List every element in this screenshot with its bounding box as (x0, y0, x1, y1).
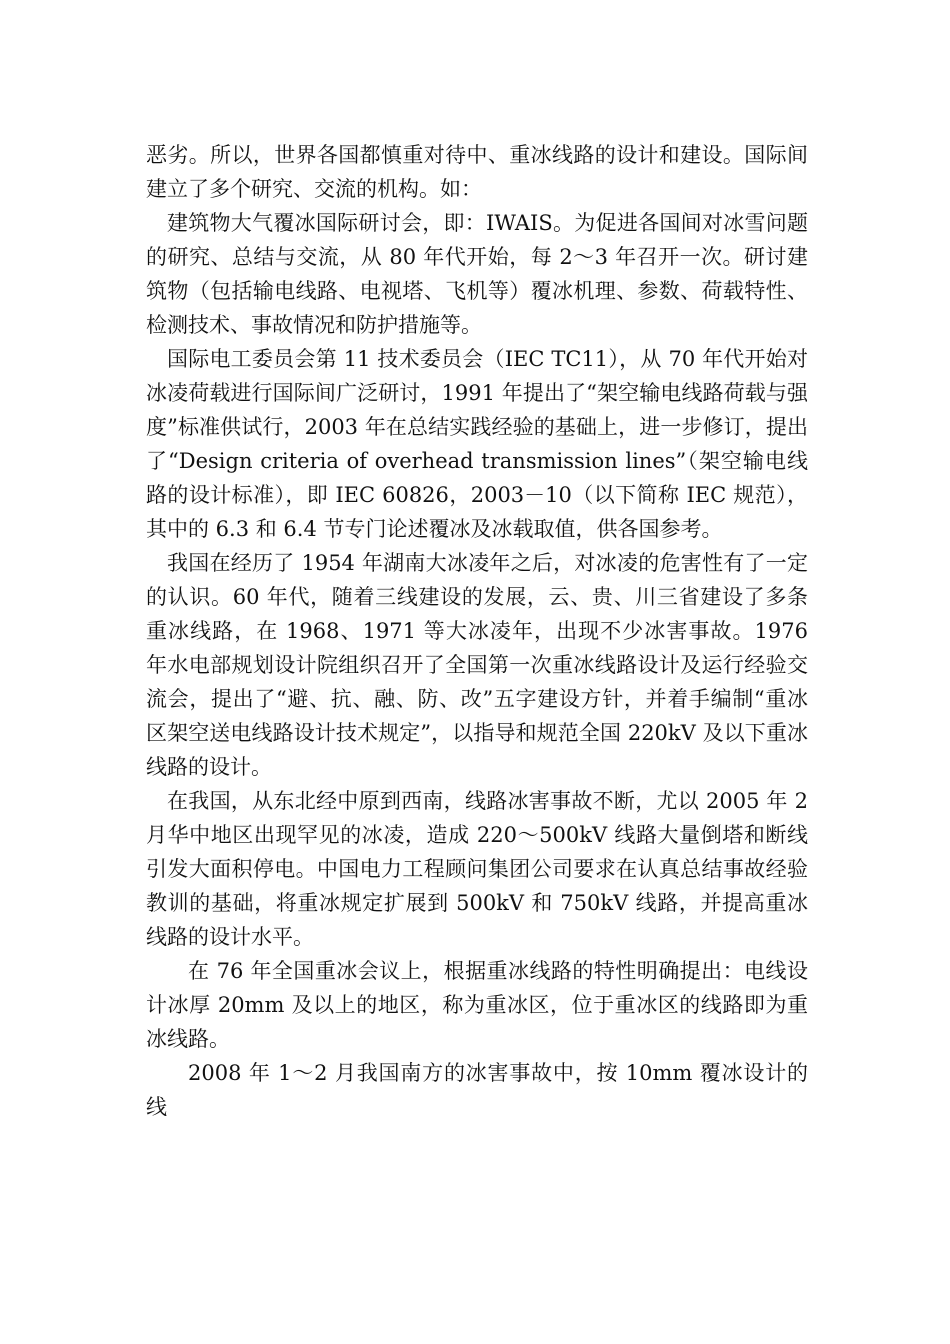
paragraph-continuation: 恶劣。所以，世界各国都慎重对待中、重冰线路的设计和建设。国际间建立了多个研究、交流的机构。如： (146, 143, 808, 201)
paragraph-heavy-ice-definition: 在 76 年全国重冰会议上，根据重冰线路的特性明确提出：电线设计冰厚 20mm 及以上的地区，称为重冰区，位于重冰区的线路即为重冰线路。 (146, 959, 808, 1051)
paragraph-2008-accident: 2008 年 1～2 月我国南方的冰害事故中，按 10mm 覆冰设计的线 (146, 1061, 808, 1119)
document-body (146, 138, 808, 1124)
paragraph-iec-tc11: 国际电工委员会第 11 技术委员会（IEC TC11），从 70 年代开始对冰凌荷载进行国际间广泛研讨，1991 年提出了“架空输电线路荷载与强度”标准供试行，2003 年在总结实践经验的基础上，进一步修订，提出了“Design criteria of overhead transmission lines”（架空输电线路的设计标准），即 IEC 60826，2003－10（以下简称 IEC 规范），其中的 6.3 和 6.4 节专门论述覆冰及冰载取值，供各国参考。 (146, 347, 808, 541)
paragraph-china-history: 我国在经历了 1954 年湖南大冰凌年之后，对冰凌的危害性有了一定的认识。60 年代，随着三线建设的发展，云、贵、川三省建设了多条重冰线路，在 1968、1971 等大冰凌年，出现不少冰害事故。1976 年水电部规划设计院组织召开了全国第一次重冰线路设计及运行经验交流会，提出了“避、抗、融、防、改”五字建设方针，并着手编制“重冰区架空送电线路设计技术规定”，以指导和规范全国 220kV 及以下重冰线路的设计。 (146, 551, 808, 779)
paragraph-iwais: 建筑物大气覆冰国际研讨会，即：IWAIS。为促进各国间对冰雪问题的研究、总结与交流，从 80 年代开始，每 2～3 年召开一次。研讨建筑物（包括输电线路、电视塔、飞机等）覆冰机理、参数、荷载特性、检测技术、事故情况和防护措施等。 (146, 211, 808, 337)
paragraph-accidents-2005: 在我国，从东北经中原到西南，线路冰害事故不断，尤以 2005 年 2 月华中地区出现罕见的冰凌，造成 220～500kV 线路大量倒塔和断线引发大面积停电。中国电力工程顾问集团公司要求在认真总结事故经验教训的基础，将重冰规定扩展到 500kV 和 750kV 线路，并提高重冰线路的设计水平。 (146, 789, 808, 949)
